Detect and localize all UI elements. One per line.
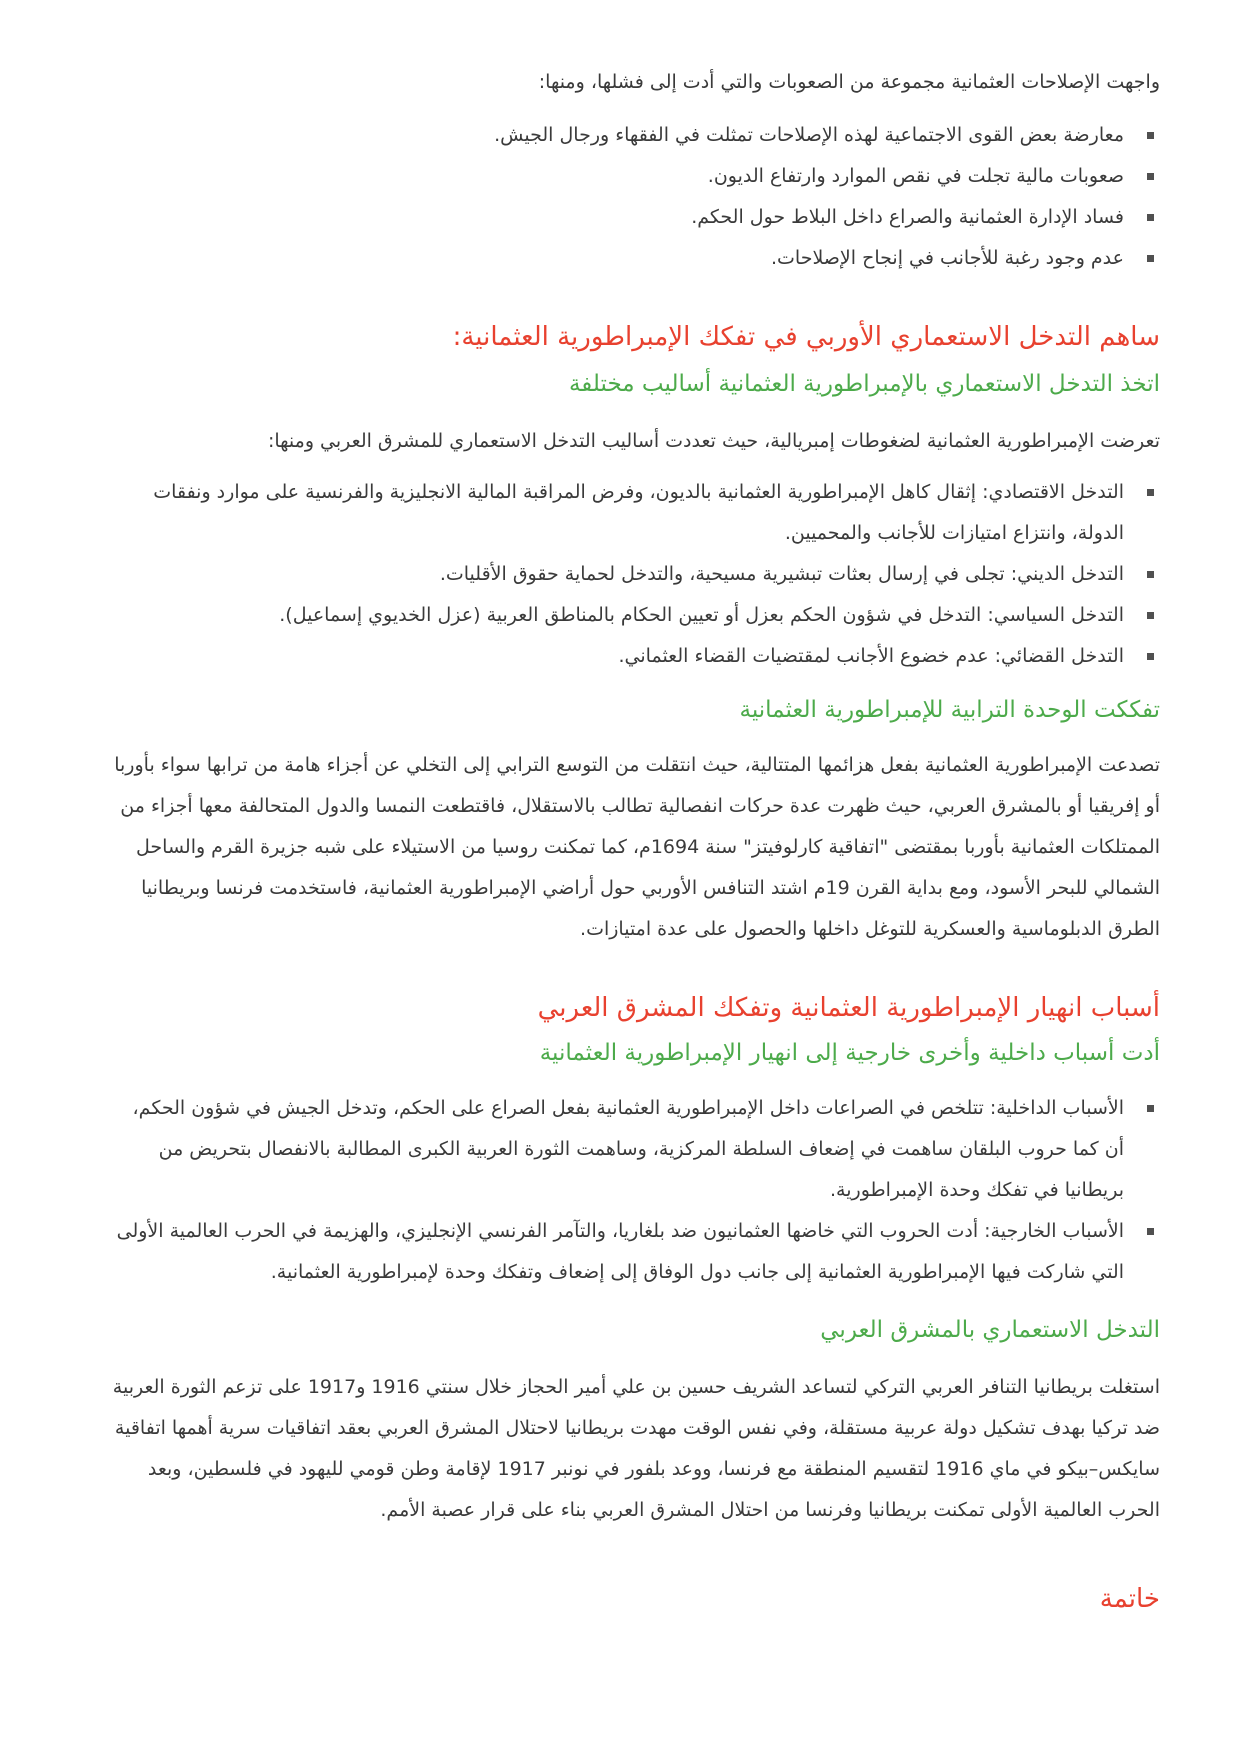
bullet-icon: [1147, 571, 1154, 578]
list-item: فساد الإدارة العثمانية والصراع داخل البلاط حول الحكم.: [108, 197, 1160, 238]
territorial-unity-paragraph: تصدعت الإمبراطورية العثمانية بفعل هزائمها المتتالية، حيث انتقلت من التوسع الترابي إلى التخلي عن أجزاء هامة من ترابها سواء بأوربا أو إفريقيا أو بالمشرق العربي، حيث ظهرت عدة حركات انفصالية تطالب بالاستقلال، فاقتطعت النمسا والدول المتحالفة معها أجزاء من الممتلكات العثمانية بأوربا بمقتضى "اتفاقية كارلوفيتز" سنة 1694م، كما تمكنت روسيا من الاستيلاء على شبه جزيرة القرم والساحل الشمالي للبحر الأسود، ومع بداية القرن 19م اشتد التنافس الأوربي حول أراضي الإمبراطورية العثمانية، فاستخدمت فرنسا وبريطانيا الطرق الدبلوماسية والعسكرية للتوغل داخلها والحصول على عدة امتيازات.: [114, 754, 1160, 940]
bullet-icon: [1147, 173, 1154, 180]
list-item: التدخل السياسي: التدخل في شؤون الحكم بعزل أو تعيين الحكام بالمناطق العربية (عزل الخديوي إسماعيل).: [108, 595, 1160, 636]
subheading-colonial-intervention: التدخل الاستعماري بالمشرق العربي: [820, 1317, 1160, 1343]
list-item: التدخل الاقتصادي: إثقال كاهل الإمبراطورية العثمانية بالديون، وفرض المراقبة المالية الانجليزية والفرنسية على موارد ونفقات الدولة، وانتزاع امتيازات للأجانب والمحميين.: [108, 472, 1160, 554]
section-heading-intervention: ساهم التدخل الاستعماري الأوربي في تفكك الإمبراطورية العثمانية:: [452, 322, 1160, 352]
bullet-icon: [1147, 214, 1154, 221]
list-item: الأسباب الداخلية: تتلخص في الصراعات داخل الإمبراطورية العثمانية بفعل الصراع على الحكم، وتدخل الجيش في شؤون الحكم، أن كما حروب البلقان ساهمت في إضعاف السلطة المركزية، وساهمت الثورة العربية الكبرى المطالبة بالانفصال بتحريض من بريطانيا في تفكك وحدة الإمبراطورية.: [108, 1088, 1160, 1211]
bullet-icon: [1147, 653, 1154, 660]
section-heading-collapse: أسباب انهيار الإمبراطورية العثمانية وتفكك المشرق العربي: [537, 993, 1160, 1023]
list-item: الأسباب الخارجية: أدت الحروب التي خاضها العثمانيون ضد بلغاريا، والتآمر الفرنسي الإنجليزي، والهزيمة في الحرب العالمية الأولى التي شاركت فيها الإمبراطورية العثمانية إلى جانب دول الوفاق إلى إضعاف وتفكك وحدة لإمبراطورية العثمانية.: [108, 1211, 1160, 1293]
bullet-icon: [1147, 1228, 1154, 1235]
intervention-intro: تعرضت الإمبراطورية العثمانية لضغوطات إمبريالية، حيث تعددت أساليب التدخل الاستعماري للمشرق العربي ومنها:: [267, 430, 1160, 452]
bullet-icon: [1147, 612, 1154, 619]
colonial-intervention-paragraph: استغلت بريطانيا التنافر العربي التركي لتساعد الشريف حسين بن علي أمير الحجاز خلال سنتي 1916 و1917 على تزعم الثورة العربية ضد تركيا بهدف تشكيل دولة عربية مستقلة، وفي نفس الوقت مهدت بريطانيا لاحتلال المشرق العربي بعقد اتفاقيات سرية أهمها اتفاقية سايكس–بيكو في ماي 1916 لتقسيم المنطقة مع فرنسا، ووعد بلفور في نونبر 1917 لإقامة وطن قومي لليهود في فلسطين، وبعد الحرب العالمية الأولى تمكنت بريطانيا وفرنسا من احتلال المشرق العربي بناء على قرار عصبة الأمم.: [112, 1376, 1160, 1521]
subheading-intervention-methods: اتخذ التدخل الاستعماري بالإمبراطورية العثمانية أساليب مختلفة: [568, 371, 1160, 397]
list-item: التدخل الديني: تجلى في إرسال بعثات تبشيرية مسيحية، والتدخل لحماية حقوق الأقليات.: [108, 554, 1160, 595]
list-item: معارضة بعض القوى الاجتماعية لهذه الإصلاحات تمثلت في الفقهاء ورجال الجيش.: [108, 115, 1160, 156]
bullet-icon: [1147, 132, 1154, 139]
bullet-icon: [1147, 489, 1154, 496]
conclusion-heading: خاتمة: [1099, 1584, 1160, 1614]
subheading-territorial-unity: تفككت الوحدة الترابية للإمبراطورية العثمانية: [739, 697, 1160, 723]
reform-difficulties-list: [108, 115, 1160, 279]
intervention-methods-list: [108, 472, 1160, 677]
list-item: صعوبات مالية تجلت في نقص الموارد وارتفاع الديون.: [108, 156, 1160, 197]
subheading-collapse-causes: أدت أسباب داخلية وأخرى خارجية إلى انهيار الإمبراطورية العثمانية: [539, 1040, 1160, 1066]
list-item: عدم وجود رغبة للأجانب في إنجاح الإصلاحات.: [108, 238, 1160, 279]
bullet-icon: [1147, 255, 1154, 262]
collapse-causes-list: [108, 1088, 1160, 1293]
reform-difficulties-intro: واجهت الإصلاحات العثمانية مجموعة من الصعوبات والتي أدت إلى فشلها، ومنها:: [538, 71, 1160, 93]
list-item: التدخل القضائي: عدم خضوع الأجانب لمقتضيات القضاء العثماني.: [108, 636, 1160, 677]
bullet-icon: [1147, 1105, 1154, 1112]
